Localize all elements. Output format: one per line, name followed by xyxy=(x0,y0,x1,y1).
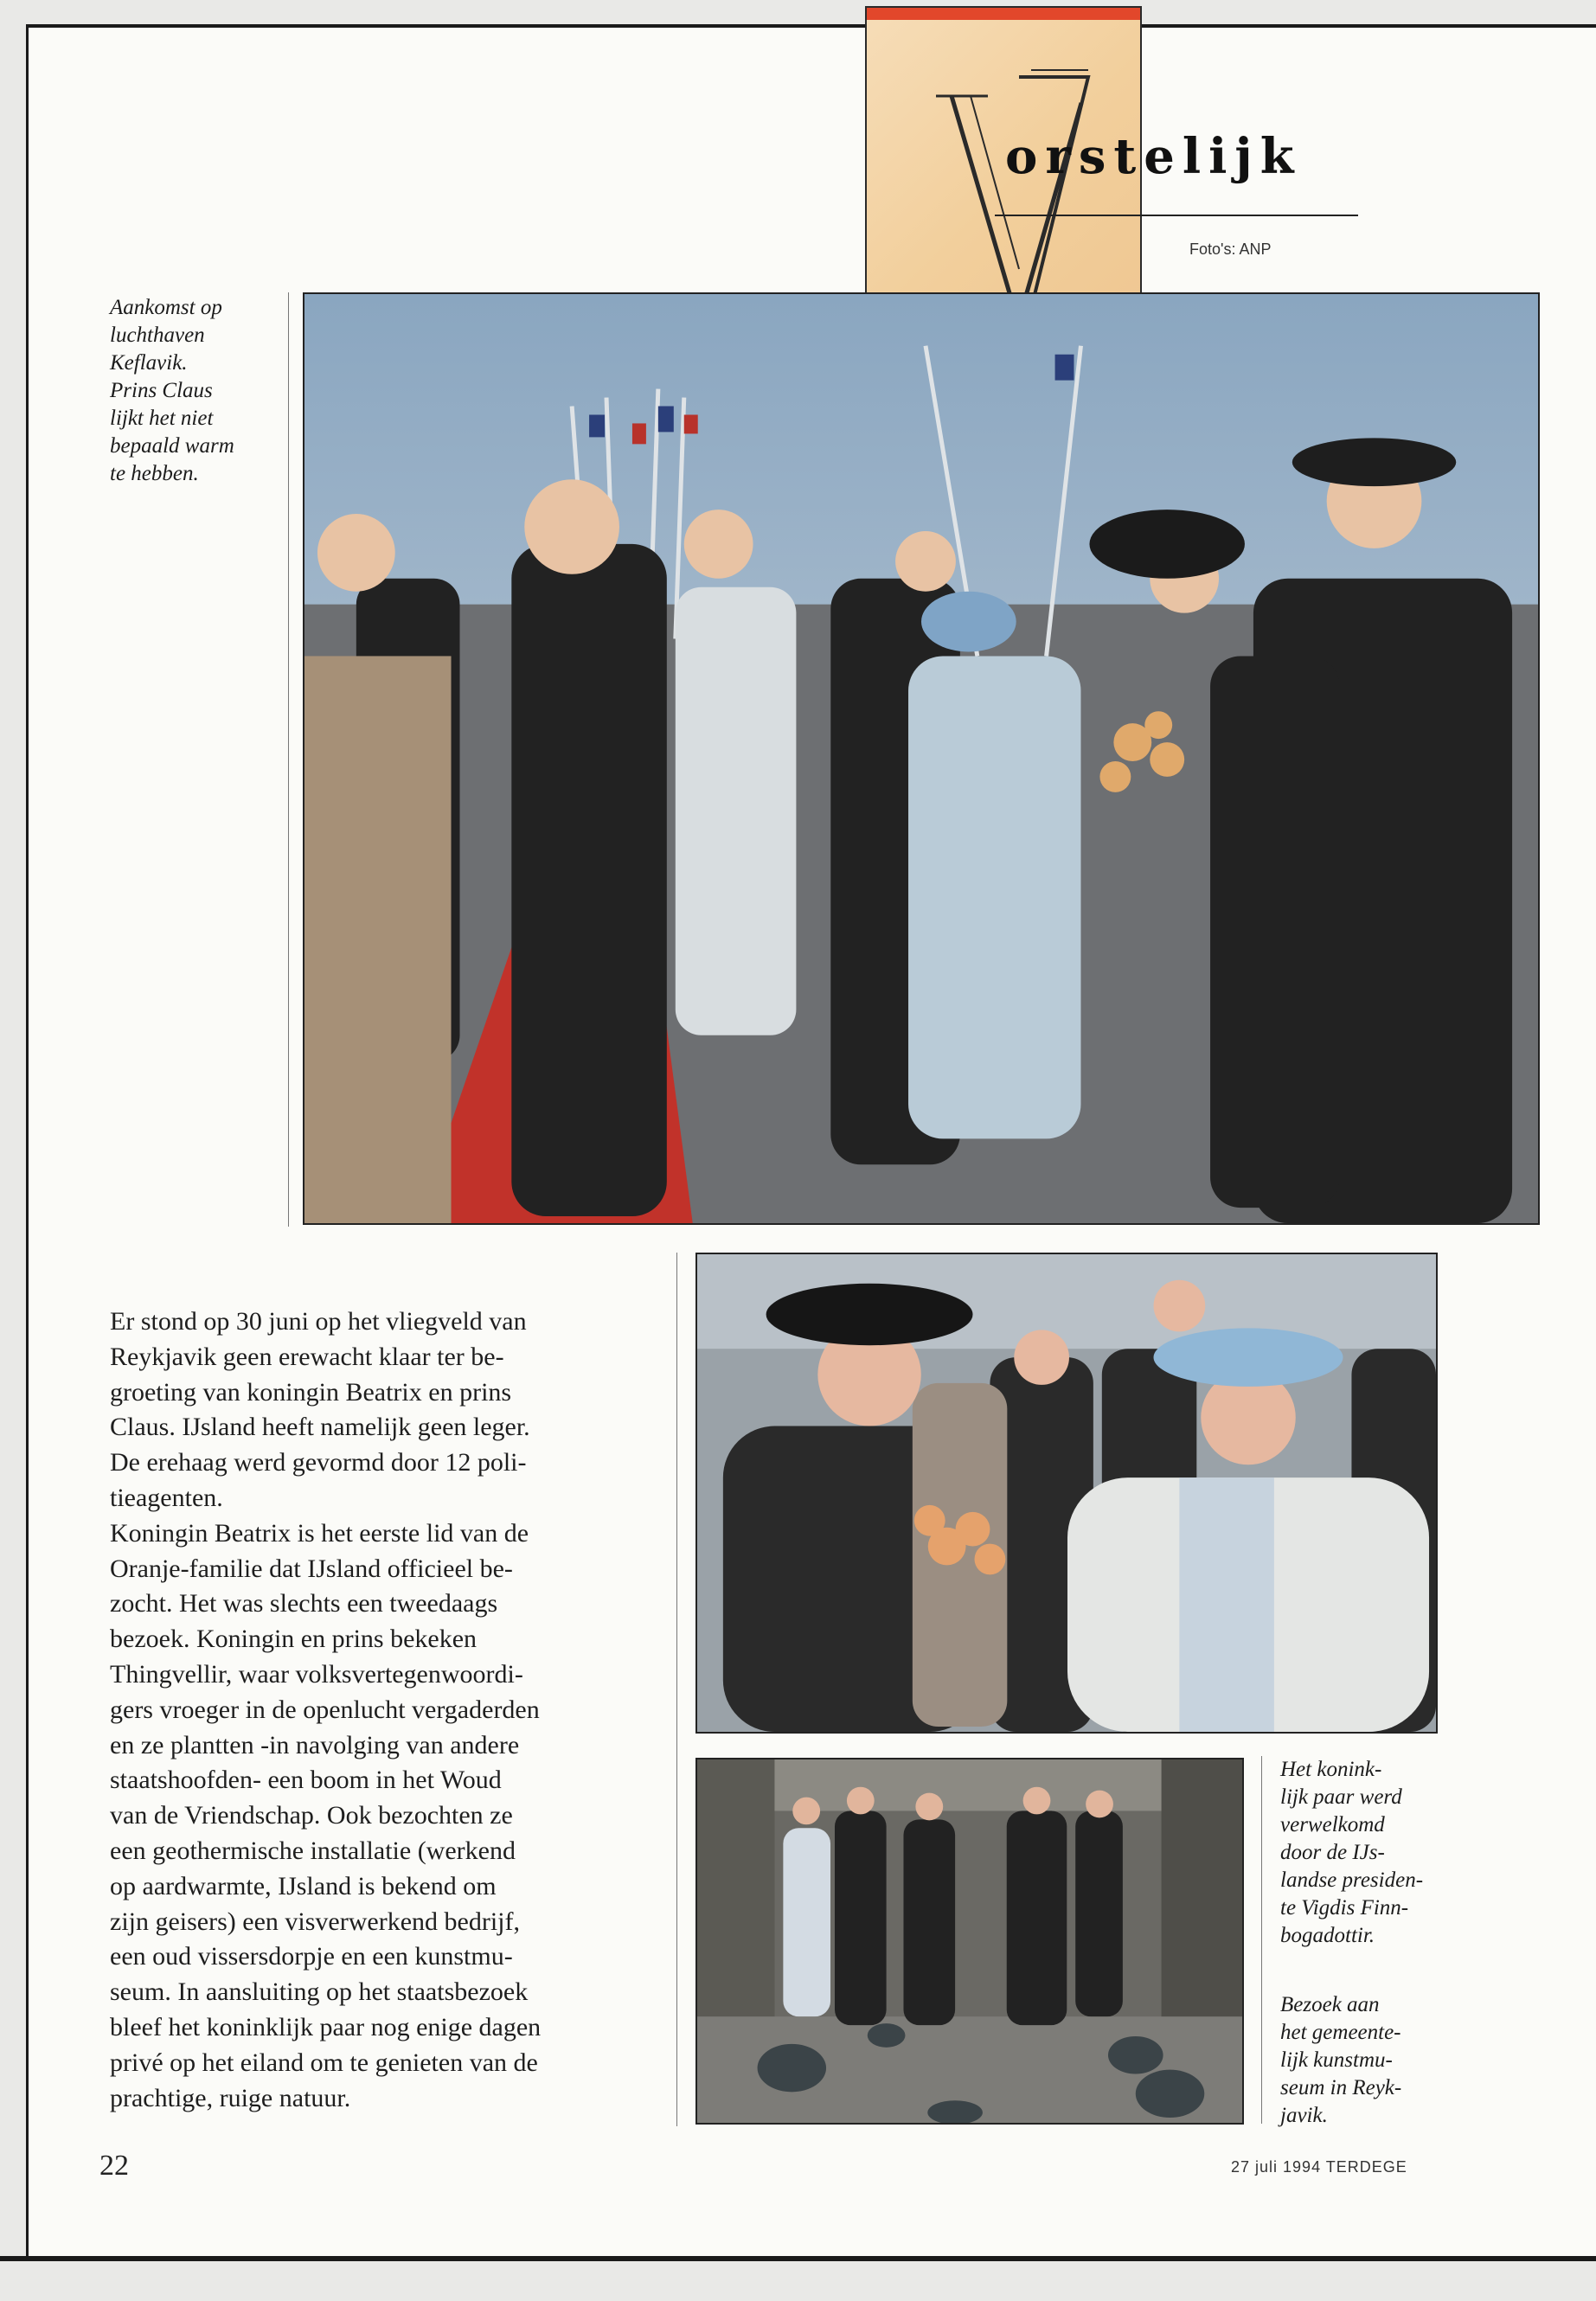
page-number: 22 xyxy=(99,2150,129,2182)
body-column-rule xyxy=(676,1253,677,2126)
article-body: Er stond op 30 juni op het vliegveld van Reykjavik geen erewacht klaar ter be- groeting van koningin Beatrix en prins Claus. IJsland heeft namelijk geen leger. De erehaag werd gevormd door 12 poli- tieagenten. Koningin Beatrix is het eerste lid van de Oranje-familie dat IJsland officieel be- zocht. Het was slechts een tweedaags bezoek. Koningin en prins bekeken Thingvellir, waar volksvertegenwoordi- gers vroeger in de openlucht vergaderden en ze plantten -in navolging van andere staatshoofden- een boom in het Woud van de Vriendschap. Ook bezochten ze een geothermische installatie (werkend op aardwarmte, IJsland is bekend om zijn geisers) een visverwerkend bedrijf, een oud vissersdorpje en een kunstmu- seum. In aansluiting op het staatsbezoek bleef het koninklijk paar nog enige dagen privé op het eiland om te genieten van de prachtige, ruige natuur. xyxy=(110,1307,542,2112)
caption-arrival: Aankomst op luchthaven Keflavik. Prins Claus lijkt het niet bepaald warm te hebben. xyxy=(110,296,234,485)
page-bottom-border xyxy=(0,2256,1596,2261)
caption-welcome: Het konink- lijk paar werd verwelkomd door de IJs- landse presiden- te Vigdis Finn- bogadottir. xyxy=(1280,1758,1424,1947)
left-column-rule xyxy=(288,292,289,1227)
photo-welcome-president xyxy=(695,1253,1438,1734)
caption-museum: Bezoek aan het gemeente- lijk kunstmu- seum in Reyk- javik. xyxy=(1280,1993,1402,2127)
issue-date-label: 27 juli 1994 TERDEGE xyxy=(1231,2158,1407,2176)
header-stripe-top xyxy=(867,8,1140,20)
photo-arrival-airport xyxy=(303,292,1540,1225)
caption-column-rule xyxy=(1261,1756,1262,2124)
photo-credit: Foto's: ANP xyxy=(1189,240,1272,258)
photo-museum-visit xyxy=(695,1758,1244,2125)
header-rule xyxy=(995,215,1358,216)
header-title: orstelijk xyxy=(1005,128,1302,185)
